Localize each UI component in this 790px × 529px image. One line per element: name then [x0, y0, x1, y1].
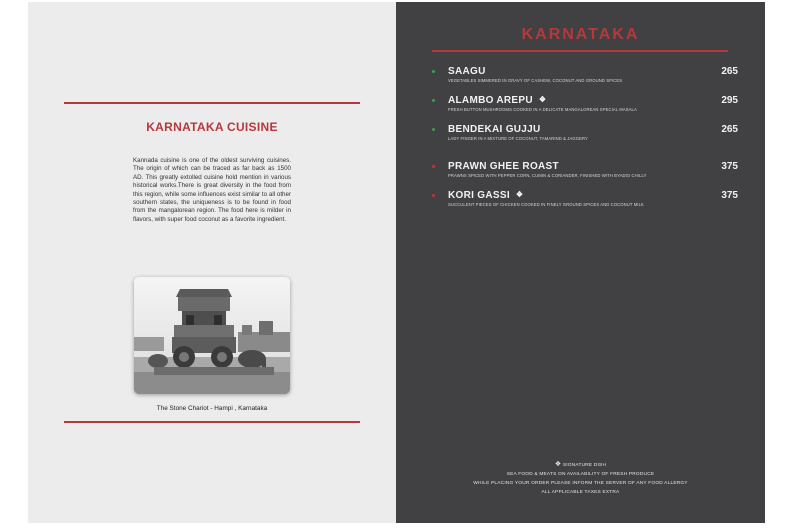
title-divider-right	[432, 50, 728, 52]
item-price: 265	[721, 66, 738, 77]
item-name-wrap	[448, 190, 523, 201]
left-page	[28, 2, 396, 523]
item-name: BENDEKAI GUJJU	[448, 124, 541, 135]
signature-dish-icon: ❖	[538, 95, 547, 104]
menu-title: KARNATAKA	[521, 26, 640, 43]
item-name: PRAWN GHEE ROAST	[448, 161, 559, 172]
footer-line: WHILE PLACING YOUR ORDER PLEASE INFORM THE SERVER OF ANY FOOD ALLERGY	[473, 481, 688, 486]
bottom-divider-left	[64, 421, 360, 423]
item-description: LADY FINGER IN A MIXTURE OF COCONUT, TAMARIND & JAGGERY	[448, 136, 588, 141]
photo-caption: The Stone Chariot - Hampi , Karnataka	[156, 405, 268, 412]
item-description: SUCCULENT PIECES OF CHICKEN COOKED IN FINELY GROUND SPICES AND COCONUT MILK	[448, 202, 644, 207]
footer-line: ALL APPLICABLE TAXES EXTRA	[541, 490, 620, 495]
veg-indicator-icon	[432, 128, 435, 131]
signature-label: SIGNATURE DISH	[562, 463, 607, 468]
item-price: 265	[721, 124, 738, 135]
signature-legend	[396, 460, 765, 470]
item-description: VEGETABLES SIMMERED IN GRAVY OF CASHEW, COCONUT AND GROUND SPICES	[448, 78, 623, 83]
item-name-wrap	[448, 95, 546, 106]
item-price: 295	[721, 95, 738, 106]
nonveg-indicator-icon	[432, 194, 435, 197]
item-price: 375	[721, 161, 738, 172]
cuisine-description: Kannada cuisine is one of the oldest surviving cuisines. The origin of which can be traced as far back as 1500 AD. This greatly extolled cuisine hold mention in various historical works.There is great diversity in the food from this region, while some influences exist similar to all other southern states, the uniqueness is to be found in food from the mangalorean region. The food here is milder in flavors, with super food coconut as a favorite ingredient.	[133, 157, 291, 223]
footer-line: SEA FOOD & MEATS ON AVAILABILITY OF FRESH PRODUCE	[506, 472, 655, 477]
signature-dish-icon: ❖	[515, 190, 524, 199]
menu-footer	[396, 460, 765, 497]
item-description: FRESH BUTTON MUSHROOMS COOKED IN A DELICATE MANGALOREAN SPECIAL MASALA	[448, 107, 637, 112]
item-name: KORI GASSI	[448, 190, 510, 201]
item-name: ALAMBO AREPU	[448, 95, 533, 106]
item-name: SAAGU	[448, 66, 486, 77]
stone-chariot-image	[134, 277, 290, 394]
item-price: 375	[721, 190, 738, 201]
signature-dish-icon: ❖	[554, 461, 562, 468]
veg-indicator-icon	[432, 70, 435, 73]
item-description: PRAWNS SPICED WITH PEPPER CORN, CUMIN & CORIANDER, FINISHED WITH BYADGI CHILLY	[448, 173, 647, 178]
top-divider-left	[64, 102, 360, 104]
veg-indicator-icon	[432, 99, 435, 102]
stone-chariot-photo	[134, 277, 290, 394]
nonveg-indicator-icon	[432, 165, 435, 168]
cuisine-title: KARNATAKA CUISINE	[146, 120, 278, 134]
